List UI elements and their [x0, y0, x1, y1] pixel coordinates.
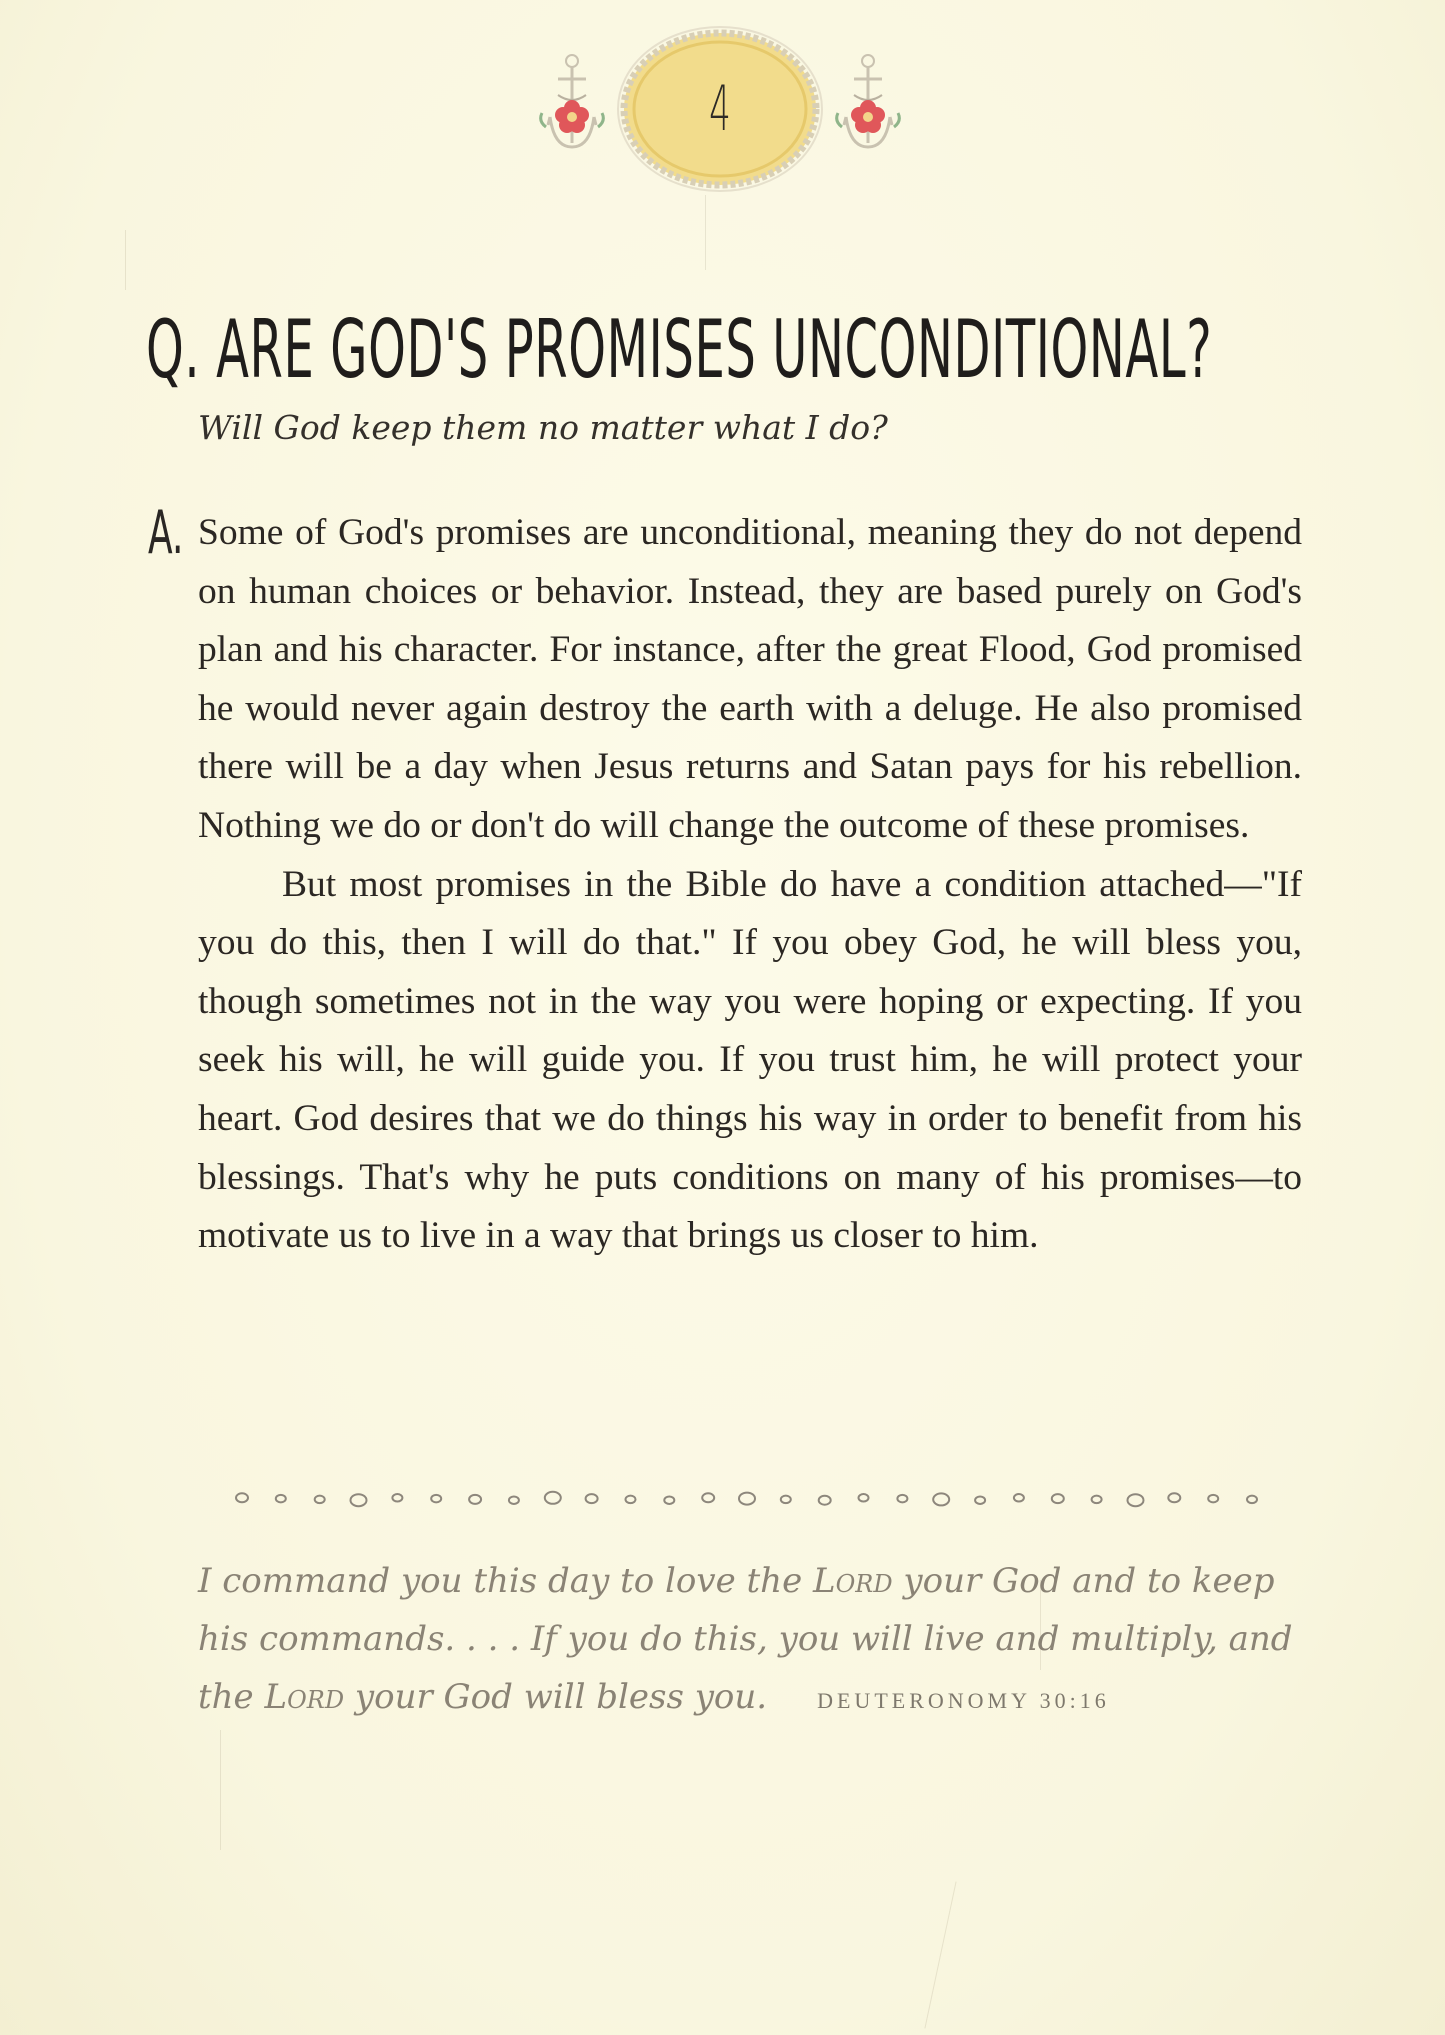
verse-text: your God will bless you.: [344, 1677, 768, 1717]
divider-dot: [702, 1493, 714, 1502]
divider-dot: [1052, 1494, 1064, 1503]
divider-dot: [1168, 1493, 1180, 1502]
dotted-divider-icon: [232, 1484, 1262, 1514]
divider-dot: [586, 1494, 598, 1503]
divider-dot: [431, 1495, 441, 1503]
divider-dot: [1014, 1494, 1024, 1502]
divider-dot: [626, 1496, 636, 1504]
divider-dot: [897, 1495, 907, 1503]
scan-line: [220, 1730, 221, 1850]
divider-dot: [276, 1495, 286, 1503]
divider-dot: [933, 1493, 949, 1505]
divider-dot: [236, 1493, 248, 1502]
answer-marker: A.: [148, 498, 184, 568]
verse-text: I command you this day to love the: [198, 1561, 814, 1601]
left-anchor-flower-icon: [541, 55, 604, 147]
answer-body: [198, 504, 1302, 1266]
right-anchor-flower-icon: [837, 55, 900, 147]
verse-reference: DEUTERONOMY 30:16: [817, 1688, 1110, 1713]
divider-dot: [1092, 1496, 1102, 1504]
divider-dot: [859, 1494, 869, 1502]
question-heading: Q. ARE GOD'S PROMISES UNCONDITIONAL?: [146, 303, 1213, 396]
divider-dot: [1128, 1494, 1144, 1506]
scripture-verse: [198, 1552, 1308, 1730]
divider-dot: [1247, 1496, 1257, 1504]
divider-dot: [351, 1494, 367, 1506]
divider-dot: [975, 1496, 985, 1504]
answer-paragraph: But most promises in the Bible do have a condition attached—"If you do this, then I will do that." If you obey God, he will bless you, though sometimes not in the way you were hoping or expecting. If you seek his will, he will guide you. If you trust him, he will protect your heart. God desires that we do things his way in order to benefit from his blessings. That's why he puts conditions on many of his promises—to motivate us to live in a way that brings us closer to him.: [198, 863, 1302, 1257]
divider-dot: [819, 1496, 831, 1505]
chapter-header: [500, 25, 940, 195]
divider-dot: [781, 1496, 791, 1504]
scan-line: [924, 1882, 956, 2029]
question-subtitle: Will God keep them no matter what I do?: [198, 408, 888, 447]
verse-text: your God and to keep his commands. . . . If you do this, you will live and multiply, and the: [198, 1561, 1293, 1717]
divider-dot: [739, 1493, 755, 1505]
divider-dot: [545, 1492, 561, 1504]
chapter-number: 4: [709, 72, 731, 145]
divider-dot: [469, 1495, 481, 1504]
divider-dot: [509, 1496, 519, 1504]
divider-dot: [315, 1496, 325, 1504]
divider-dot: [1208, 1495, 1218, 1503]
scan-line: [705, 195, 706, 270]
scan-line: [125, 230, 126, 290]
verse-lord: Lord: [264, 1677, 345, 1717]
divider-dot: [664, 1496, 674, 1504]
answer-paragraph: Some of God's promises are unconditional, meaning they do not depend on human choices or behavior. Instead, they are based purely on God's plan and his character. For instance, after the great Flood, God promised he would never again destroy the earth with a deluge. He also promised there will be a day when Jesus returns and Satan pays for his rebellion. Nothing we do or don't do will change the outcome of these promises.: [198, 512, 1302, 846]
verse-lord: Lord: [813, 1561, 893, 1601]
divider-dot: [392, 1494, 402, 1502]
